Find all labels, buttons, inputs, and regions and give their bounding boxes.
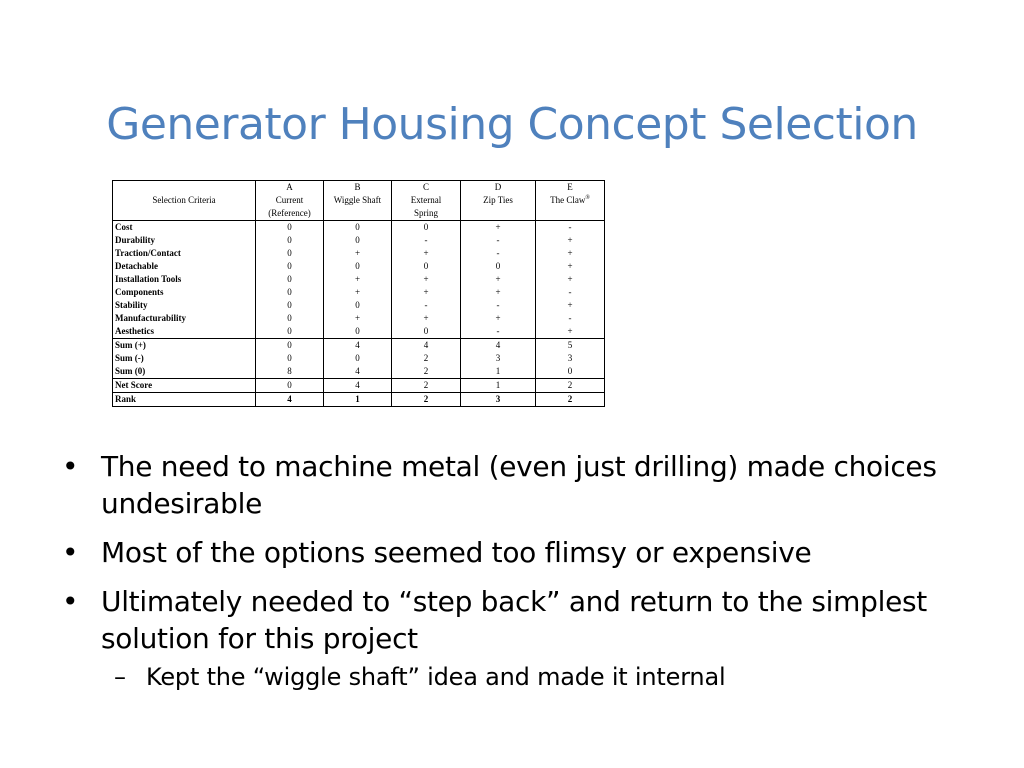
row-label: Manufacturability [113,312,256,325]
bullet-list [58,448,978,693]
table-cell: 0 [461,260,536,273]
table-cell: + [461,312,536,325]
table-cell: 2 [392,365,461,379]
column-letter: C [422,182,429,192]
bullet-item [58,448,978,522]
table-cell: 1 [461,379,536,393]
column-name-line1: Current [275,195,304,205]
table-cell: 0 [256,339,324,353]
table-cell: - [392,234,461,247]
table-cell: - [461,299,536,312]
table-cell: 0 [256,299,324,312]
column-name-line1 [538,194,602,207]
bullet-dot-icon: • [62,536,79,569]
table-cell: 0 [256,273,324,286]
slide-title: Generator Housing Concept Selection [106,99,918,151]
table-row [113,325,605,339]
dash-icon: – [114,663,126,691]
bullet-text: Ultimately needed to “step back” and return to the simplest solution for this project [101,585,927,655]
table-cell: - [536,312,605,325]
table-cell: - [536,221,605,235]
table-row [113,221,605,235]
table-cell: 2 [392,393,461,407]
bullet-item [58,583,978,657]
row-label: Durability [113,234,256,247]
column-name-line2 [326,207,389,220]
table-cell: 0 [324,221,392,235]
sub-bullet-text: Kept the “wiggle shaft” idea and made it internal [146,663,726,691]
table-cell: 4 [324,365,392,379]
table-cell: + [461,221,536,235]
column-name-line2 [463,207,533,220]
table-cell: + [461,273,536,286]
column-name-line2: Spring [413,208,438,218]
table-cell: + [392,312,461,325]
table-cell: 3 [536,352,605,365]
table-cell: 4 [256,393,324,407]
table-row [113,234,605,247]
bullet-text: Most of the options seemed too flimsy or expensive [101,536,812,569]
row-label: Stability [113,299,256,312]
table-cell: 3 [461,393,536,407]
bullet-dot-icon: • [62,585,79,618]
table-cell: + [392,273,461,286]
table-cell: 0 [256,221,324,235]
table-cell: 0 [256,352,324,365]
table-cell: + [324,247,392,260]
table-row [113,273,605,286]
row-label: Aesthetics [113,325,256,339]
table-cell: 5 [536,339,605,353]
table-cell: - [536,286,605,299]
table-cell: + [536,273,605,286]
sum-row [113,365,605,379]
table-cell: 4 [324,339,392,353]
header-column-e [536,181,605,221]
table-cell: 0 [392,221,461,235]
table-cell: - [392,299,461,312]
row-label: Sum (-) [113,352,256,365]
column-name-line2: (Reference) [268,208,311,218]
table-cell: + [536,260,605,273]
row-label: Sum (0) [113,365,256,379]
rank-row [113,393,605,407]
table-cell: 0 [536,365,605,379]
selection-table-wrapper [112,180,605,407]
table-cell: 0 [256,247,324,260]
table-cell: 0 [256,325,324,339]
table-cell: 0 [324,260,392,273]
column-name-text: The Claw [550,195,586,205]
table-header-row [113,181,605,221]
bullet-text: The need to machine metal (even just drilling) made choices undesirable [101,450,937,520]
table-cell: - [461,247,536,260]
table-cell: + [324,286,392,299]
table-cell: 0 [256,312,324,325]
table-cell: 0 [256,286,324,299]
column-letter: B [354,182,361,192]
column-name-line1: Wiggle Shaft [333,195,382,205]
table-cell: 0 [392,325,461,339]
table-cell: 0 [256,234,324,247]
column-letter: D [494,182,502,192]
table-cell: 2 [536,393,605,407]
table-cell: + [536,299,605,312]
bullet-dot-icon: • [62,450,79,483]
table-cell: + [392,247,461,260]
table-cell: 4 [461,339,536,353]
table-cell: + [324,312,392,325]
concept-selection-table [112,180,605,407]
table-cell: + [324,273,392,286]
table-row [113,260,605,273]
row-label: Installation Tools [113,273,256,286]
row-label: Components [113,286,256,299]
table-cell: 0 [324,299,392,312]
header-column-c [392,181,461,221]
row-label: Sum (+) [113,339,256,353]
table-cell: + [461,286,536,299]
header-column-a [256,181,324,221]
table-cell: 0 [392,260,461,273]
table-cell: 4 [324,379,392,393]
table-cell: + [536,247,605,260]
row-label: Traction/Contact [113,247,256,260]
table-cell: 0 [324,352,392,365]
row-label: Rank [113,393,256,407]
row-label: Net Score [113,379,256,393]
table-cell: - [461,234,536,247]
table-cell: 0 [256,379,324,393]
table-cell: 0 [324,234,392,247]
header-column-d [461,181,536,221]
sub-bullet-item [58,661,978,693]
table-cell: + [536,325,605,339]
sum-row [113,339,605,353]
column-name-line2 [538,207,602,220]
table-cell: 0 [324,325,392,339]
table-cell: - [461,325,536,339]
table-cell: 2 [536,379,605,393]
table-row [113,247,605,260]
column-letter: A [286,182,293,192]
table-cell: 2 [392,352,461,365]
table-cell: 3 [461,352,536,365]
column-name-line1: Zip Ties [483,195,513,205]
table-row [113,286,605,299]
sum-row [113,352,605,365]
header-selection-criteria: Selection Criteria [113,181,256,221]
column-name-line1: External [410,195,442,205]
table-cell: 1 [461,365,536,379]
header-column-b [324,181,392,221]
table-cell: 1 [324,393,392,407]
row-label: Cost [113,221,256,235]
table-cell: 8 [256,365,324,379]
column-letter: E [567,182,573,192]
bullet-item [58,534,978,571]
registered-mark: ® [585,195,590,201]
table-cell: + [536,234,605,247]
net-score-row [113,379,605,393]
table-cell: 0 [256,260,324,273]
table-cell: + [392,286,461,299]
row-label: Detachable [113,260,256,273]
table-cell: 4 [392,339,461,353]
table-row [113,299,605,312]
table-row [113,312,605,325]
table-cell: 2 [392,379,461,393]
table-body [113,221,605,407]
